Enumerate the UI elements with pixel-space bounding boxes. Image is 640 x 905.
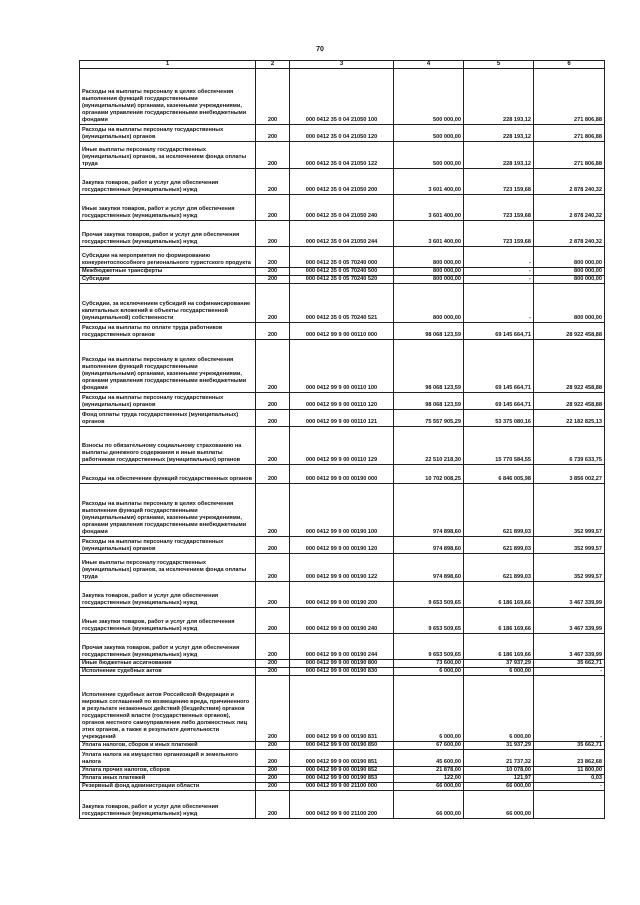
table-row	[80, 554, 605, 582]
budget-classification-code: 000 0412 99 9 00 21100 200	[290, 791, 394, 819]
line-code: 200	[256, 676, 290, 742]
executed-amount: 6 846 005,98	[464, 465, 534, 484]
executed-amount: 228 193,12	[464, 142, 534, 169]
table-row	[80, 484, 605, 537]
approved-amount: 800 000,00	[394, 284, 464, 323]
row-description: Прочая закупка товаров, работ и услуг для обеспечения государственных (муниципальных) нужд	[80, 221, 256, 247]
table-row	[80, 268, 605, 276]
line-code: 200	[256, 268, 290, 276]
row-description: Уплата налога на имущество организаций и земельного налога	[80, 750, 256, 767]
budget-classification-code: 000 0412 35 0 04 21050 100	[290, 69, 394, 125]
unexecuted-amount: -	[534, 668, 605, 676]
budget-classification-code: 000 0412 35 0 04 21050 244	[290, 221, 394, 247]
row-description: Расходы на выплаты персоналу в целях обеспечения выполнения функций государственными (муниципальными) органами, казенными учреждениями, органами управления государственными внебюджетными фондами	[80, 340, 256, 393]
table-row	[80, 427, 605, 465]
row-description: Субсидии на мероприятия по формированию конкурентоспособного регионального туристского продукта	[80, 247, 256, 268]
row-description: Уплата прочих налогов, сборов	[80, 767, 256, 775]
budget-classification-code: 000 0412 99 9 00 00110 000	[290, 323, 394, 340]
unexecuted-amount: 35 662,71	[534, 742, 605, 750]
line-code: 200	[256, 537, 290, 554]
line-code: 200	[256, 276, 290, 284]
budget-classification-code: 000 0412 35 0 05 70240 500	[290, 268, 394, 276]
row-description: Взносы по обязательному социальному страхованию на выплаты денежного содержания и иные выплаты работникам государственных (муниципальных) органов	[80, 427, 256, 465]
row-description: Закупка товаров, работ и услуг для обеспечения государственных (муниципальных) нужд	[80, 169, 256, 195]
approved-amount: 9 653 509,65	[394, 634, 464, 660]
table-row	[80, 69, 605, 125]
row-description: Уплата иных платежей	[80, 775, 256, 783]
table-row	[80, 791, 605, 819]
executed-amount: 723 159,68	[464, 169, 534, 195]
unexecuted-amount	[534, 791, 605, 819]
executed-amount: 228 193,12	[464, 125, 534, 142]
approved-amount: 500 000,00	[394, 142, 464, 169]
line-code: 200	[256, 410, 290, 427]
approved-amount: 974 898,60	[394, 484, 464, 537]
executed-amount: 228 193,12	[464, 69, 534, 125]
line-code: 200	[256, 484, 290, 537]
line-code: 200	[256, 284, 290, 323]
budget-classification-code: 000 0412 99 9 00 00190 851	[290, 750, 394, 767]
line-code: 200	[256, 69, 290, 125]
approved-amount: 500 000,00	[394, 69, 464, 125]
approved-amount: 3 601 400,00	[394, 169, 464, 195]
table-row	[80, 742, 605, 750]
line-code: 200	[256, 125, 290, 142]
budget-classification-code: 000 0412 99 9 00 00110 120	[290, 393, 394, 410]
budget-classification-code: 000 0412 99 9 00 00190 200	[290, 582, 394, 608]
line-code: 200	[256, 340, 290, 393]
budget-classification-code: 000 0412 99 9 00 00190 831	[290, 676, 394, 742]
budget-classification-code: 000 0412 99 9 00 00190 244	[290, 634, 394, 660]
unexecuted-amount: 3 467 339,99	[534, 608, 605, 634]
row-description: Расходы на выплаты по оплате труда работников государственных органов	[80, 323, 256, 340]
unexecuted-amount: 22 182 825,13	[534, 410, 605, 427]
budget-classification-code: 000 0412 99 9 00 00190 850	[290, 742, 394, 750]
row-description: Иные закупки товаров, работ и услуг для обеспечения государственных (муниципальных) нужд	[80, 195, 256, 221]
column-number: 2	[256, 61, 290, 69]
unexecuted-amount: 0,03	[534, 775, 605, 783]
column-number: 3	[290, 61, 394, 69]
unexecuted-amount: 3 467 339,99	[534, 582, 605, 608]
executed-amount: 621 899,03	[464, 554, 534, 582]
table-row	[80, 582, 605, 608]
line-code: 200	[256, 465, 290, 484]
table-row	[80, 668, 605, 676]
approved-amount: 6 000,00	[394, 676, 464, 742]
row-description: Исполнение судебных актов Российской Федерации и мировых соглашений по возмещению вреда, причиненного в результате незаконных действий (бездействия) органов государственной власти (государственных органов), органов местного самоуправления либо должностных лиц этих органов, а также в результате деятельности учреждений	[80, 676, 256, 742]
unexecuted-amount: 3 856 002,27	[534, 465, 605, 484]
line-code: 200	[256, 247, 290, 268]
unexecuted-amount: 352 999,57	[534, 484, 605, 537]
executed-amount: 6 000,00	[464, 668, 534, 676]
executed-amount: -	[464, 284, 534, 323]
approved-amount: 67 600,00	[394, 742, 464, 750]
executed-amount: 69 145 664,71	[464, 393, 534, 410]
unexecuted-amount: 271 806,88	[534, 125, 605, 142]
row-description: Иные закупки товаров, работ и услуг для обеспечения государственных (муниципальных) нужд	[80, 608, 256, 634]
line-code: 200	[256, 791, 290, 819]
unexecuted-amount: 352 999,57	[534, 537, 605, 554]
column-number: 1	[80, 61, 256, 69]
column-number-row	[80, 61, 605, 69]
executed-amount: 31 937,29	[464, 742, 534, 750]
approved-amount: 98 068 123,59	[394, 393, 464, 410]
row-description: Закупка товаров, работ и услуг для обеспечения государственных (муниципальных) нужд	[80, 791, 256, 819]
table-row	[80, 169, 605, 195]
executed-amount: 66 000,00	[464, 783, 534, 791]
line-code: 200	[256, 195, 290, 221]
executed-amount: 53 375 080,16	[464, 410, 534, 427]
table-row	[80, 676, 605, 742]
line-code: 200	[256, 742, 290, 750]
unexecuted-amount: 28 922 458,88	[534, 340, 605, 393]
line-code: 200	[256, 221, 290, 247]
approved-amount: 9 653 509,65	[394, 608, 464, 634]
unexecuted-amount: 11 800,00	[534, 767, 605, 775]
row-description: Межбюджетные трансферты	[80, 268, 256, 276]
budget-classification-code: 000 0412 99 9 00 00190 120	[290, 537, 394, 554]
executed-amount: 723 159,68	[464, 221, 534, 247]
row-description: Расходы на выплаты персоналу в целях обеспечения выполнения функций государственными (муниципальными) органами, казенными учреждениями, органами управления государственными внебюджетными фондами	[80, 69, 256, 125]
row-description: Резервный фонд администрации области	[80, 783, 256, 791]
row-description: Исполнение судебных актов	[80, 668, 256, 676]
budget-classification-code: 000 0412 35 0 04 21050 120	[290, 125, 394, 142]
budget-execution-table	[79, 60, 605, 819]
column-number: 5	[464, 61, 534, 69]
table-row	[80, 195, 605, 221]
approved-amount: 3 601 400,00	[394, 195, 464, 221]
unexecuted-amount: 35 662,71	[534, 660, 605, 668]
table-row	[80, 608, 605, 634]
approved-amount: 122,00	[394, 775, 464, 783]
budget-classification-code: 000 0412 99 9 00 00190 853	[290, 775, 394, 783]
unexecuted-amount: 6 739 633,75	[534, 427, 605, 465]
table-row	[80, 284, 605, 323]
table-row	[80, 125, 605, 142]
approved-amount: 98 068 123,59	[394, 340, 464, 393]
unexecuted-amount: -	[534, 676, 605, 742]
table-row	[80, 323, 605, 340]
line-code: 200	[256, 634, 290, 660]
unexecuted-amount: 28 922 458,88	[534, 323, 605, 340]
budget-classification-code: 000 0412 35 0 04 21050 240	[290, 195, 394, 221]
line-code: 200	[256, 323, 290, 340]
budget-classification-code: 000 0412 35 0 04 21050 122	[290, 142, 394, 169]
executed-amount: 6 186 169,66	[464, 634, 534, 660]
unexecuted-amount: 3 467 339,99	[534, 634, 605, 660]
budget-classification-code: 000 0412 99 9 00 00190 000	[290, 465, 394, 484]
table-row	[80, 393, 605, 410]
row-description: Фонд оплаты труда государственных (муниципальных) органов	[80, 410, 256, 427]
table-row	[80, 221, 605, 247]
executed-amount: 69 145 664,71	[464, 323, 534, 340]
line-code: 200	[256, 767, 290, 775]
unexecuted-amount: 800 000,00	[534, 247, 605, 268]
approved-amount: 66 000,00	[394, 791, 464, 819]
approved-amount: 974 898,60	[394, 554, 464, 582]
approved-amount: 45 600,00	[394, 750, 464, 767]
table-row	[80, 783, 605, 791]
unexecuted-amount: -	[534, 783, 605, 791]
budget-classification-code: 000 0412 35 0 05 70240 520	[290, 276, 394, 284]
approved-amount: 22 510 218,30	[394, 427, 464, 465]
approved-amount: 9 653 509,65	[394, 582, 464, 608]
table-row	[80, 634, 605, 660]
unexecuted-amount: 2 878 240,32	[534, 169, 605, 195]
budget-classification-code: 000 0412 99 9 00 00190 100	[290, 484, 394, 537]
table-row	[80, 465, 605, 484]
unexecuted-amount: 2 878 240,32	[534, 195, 605, 221]
approved-amount: 75 557 905,29	[394, 410, 464, 427]
approved-amount: 21 878,00	[394, 767, 464, 775]
approved-amount: 66 000,00	[394, 783, 464, 791]
budget-classification-code: 000 0412 99 9 00 00190 122	[290, 554, 394, 582]
budget-classification-code: 000 0412 99 9 00 00190 240	[290, 608, 394, 634]
line-code: 200	[256, 750, 290, 767]
unexecuted-amount: 23 862,68	[534, 750, 605, 767]
executed-amount: 621 899,03	[464, 484, 534, 537]
line-code: 200	[256, 582, 290, 608]
executed-amount: 15 770 584,55	[464, 427, 534, 465]
approved-amount: 98 068 123,59	[394, 323, 464, 340]
table-body	[80, 69, 605, 819]
unexecuted-amount: 352 999,57	[534, 554, 605, 582]
approved-amount: 10 702 008,25	[394, 465, 464, 484]
row-description: Субсидии	[80, 276, 256, 284]
table-row	[80, 142, 605, 169]
line-code: 200	[256, 427, 290, 465]
table-row	[80, 247, 605, 268]
table-row	[80, 410, 605, 427]
executed-amount: 21 737,32	[464, 750, 534, 767]
unexecuted-amount: 28 922 458,88	[534, 393, 605, 410]
unexecuted-amount: 800 000,00	[534, 276, 605, 284]
executed-amount: -	[464, 247, 534, 268]
executed-amount: 69 145 664,71	[464, 340, 534, 393]
approved-amount: 800 000,00	[394, 276, 464, 284]
budget-classification-code: 000 0412 99 9 00 00190 852	[290, 767, 394, 775]
line-code: 200	[256, 169, 290, 195]
row-description: Иные выплаты персоналу государственных (муниципальных) органов, за исключением фонда оплаты труда	[80, 554, 256, 582]
line-code: 200	[256, 393, 290, 410]
row-description: Уплата налогов, сборов и иных платежей	[80, 742, 256, 750]
column-number: 6	[534, 61, 605, 69]
budget-classification-code: 000 0412 35 0 05 70240 521	[290, 284, 394, 323]
line-code: 200	[256, 775, 290, 783]
unexecuted-amount: 271 806,88	[534, 142, 605, 169]
line-code: 200	[256, 660, 290, 668]
executed-amount: 6 000,00	[464, 676, 534, 742]
line-code: 200	[256, 668, 290, 676]
row-description: Расходы на обеспечение функций государственных органов	[80, 465, 256, 484]
line-code: 200	[256, 554, 290, 582]
executed-amount: 37 937,29	[464, 660, 534, 668]
budget-classification-code: 000 0412 99 9 00 00110 129	[290, 427, 394, 465]
row-description: Иные бюджетные ассигнования	[80, 660, 256, 668]
budget-classification-code: 000 0412 99 9 00 00190 800	[290, 660, 394, 668]
approved-amount: 6 000,00	[394, 668, 464, 676]
budget-classification-code: 000 0412 99 9 00 00110 121	[290, 410, 394, 427]
approved-amount: 974 898,60	[394, 537, 464, 554]
table-row	[80, 537, 605, 554]
executed-amount: 66 000,00	[464, 791, 534, 819]
line-code: 200	[256, 783, 290, 791]
table-row	[80, 276, 605, 284]
executed-amount: 121,97	[464, 775, 534, 783]
approved-amount: 800 000,00	[394, 268, 464, 276]
row-description: Расходы на выплаты персоналу государственных (муниципальных) органов	[80, 537, 256, 554]
executed-amount: 621 899,03	[464, 537, 534, 554]
row-description: Расходы на выплаты персоналу государственных (муниципальных) органов	[80, 125, 256, 142]
executed-amount: -	[464, 268, 534, 276]
executed-amount: 6 186 169,66	[464, 582, 534, 608]
unexecuted-amount: 2 878 240,32	[534, 221, 605, 247]
budget-classification-code: 000 0412 99 9 00 21100 000	[290, 783, 394, 791]
unexecuted-amount: 800 000,00	[534, 284, 605, 323]
unexecuted-amount: 800 000,00	[534, 268, 605, 276]
approved-amount: 800 000,00	[394, 247, 464, 268]
table-row	[80, 660, 605, 668]
line-code: 200	[256, 608, 290, 634]
table-row	[80, 340, 605, 393]
table-row	[80, 750, 605, 767]
executed-amount: 723 159,68	[464, 195, 534, 221]
table-row	[80, 767, 605, 775]
page-number: 70	[316, 46, 324, 53]
line-code: 200	[256, 142, 290, 169]
row-description: Иные выплаты персоналу государственных (муниципальных) органов, за исключением фонда оплаты труда	[80, 142, 256, 169]
budget-classification-code: 000 0412 35 0 05 70240 000	[290, 247, 394, 268]
executed-amount: -	[464, 276, 534, 284]
executed-amount: 10 078,00	[464, 767, 534, 775]
approved-amount: 73 600,00	[394, 660, 464, 668]
budget-classification-code: 000 0412 35 0 04 21050 200	[290, 169, 394, 195]
row-description: Закупка товаров, работ и услуг для обеспечения государственных (муниципальных) нужд	[80, 582, 256, 608]
unexecuted-amount: 271 806,88	[534, 69, 605, 125]
approved-amount: 3 601 400,00	[394, 221, 464, 247]
approved-amount: 500 000,00	[394, 125, 464, 142]
row-description: Прочая закупка товаров, работ и услуг для обеспечения государственных (муниципальных) нужд	[80, 634, 256, 660]
executed-amount: 6 186 169,66	[464, 608, 534, 634]
table-row	[80, 775, 605, 783]
row-description: Расходы на выплаты персоналу в целях обеспечения выполнения функций государственными (муниципальными) органами, казенными учреждениями, органами управления государственными внебюджетными фондами	[80, 484, 256, 537]
column-number: 4	[394, 61, 464, 69]
row-description: Расходы на выплаты персоналу государственных (муниципальных) органов	[80, 393, 256, 410]
budget-classification-code: 000 0412 99 9 00 00110 100	[290, 340, 394, 393]
row-description: Субсидии, за исключением субсидий на софинансирование капитальных вложений в объекты государственной (муниципальной) собственности	[80, 284, 256, 323]
budget-classification-code: 000 0412 99 9 00 00190 830	[290, 668, 394, 676]
